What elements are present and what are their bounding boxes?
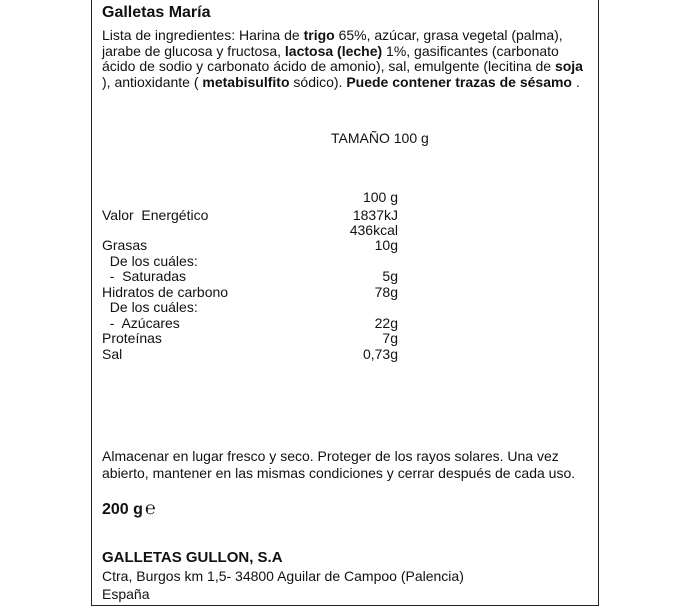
- nutrition-column-header: 100 g: [362, 189, 398, 205]
- ingredient-allergen: trigo: [303, 27, 335, 43]
- storage-instructions: Almacenar en lugar fresco y seco. Proteger de los rayos solares. Una vez abierto, mantener en las mismas condiciones y cerrar después de cada uso.: [102, 448, 576, 481]
- nutrition-row-value: 436kcal: [349, 222, 398, 238]
- ingredient-text: sódico).: [289, 73, 347, 90]
- nutrition-row-label: - Saturadas: [102, 268, 187, 284]
- nutrition-row-label: De los cuáles:: [102, 253, 198, 269]
- ingredient-allergen: metabisulfito: [202, 73, 290, 90]
- nutrition-row-label: Hidratos de carbono: [102, 284, 229, 300]
- ingredient-allergen: Puede contener trazas de sésamo: [346, 73, 572, 90]
- nutrition-row-label: Grasas: [102, 237, 148, 253]
- nutrition-row-label: Sal: [102, 346, 123, 362]
- manufacturer-address: [102, 567, 464, 603]
- nutrition-row-label: Valor Energético: [102, 207, 209, 223]
- ingredient-text: ), antioxidante (: [102, 73, 203, 90]
- ingredient-allergen: soja: [554, 58, 583, 74]
- product-title: Galletas María: [102, 4, 211, 21]
- net-weight-value: 200 g: [102, 501, 143, 518]
- address-line-1: Ctra, Burgos km 1,5- 34800 Aguilar de Campoo (Palencia): [102, 568, 464, 584]
- ingredient-text: .: [571, 73, 580, 90]
- nutrition-row-value: 22g: [374, 315, 398, 331]
- nutrition-row-value: 0,73g: [362, 346, 398, 362]
- nutrition-row-value: 7g: [382, 330, 398, 346]
- ingredient-text: Lista de ingredientes: Harina de: [102, 27, 304, 43]
- nutrition-row-value: 78g: [374, 284, 398, 300]
- address-line-2: España: [102, 586, 150, 602]
- nutrition-row-value: 5g: [382, 268, 398, 284]
- ingredients-list: [102, 28, 592, 90]
- ingredient-text: 1%, gasificantes (carbonato ácido de sodio y carbonato ácido de amonio), sal, emulgente (lecitina de: [102, 42, 559, 74]
- manufacturer-name: GALLETAS GULLON, S.A: [102, 549, 283, 566]
- nutrition-row-value: 10g: [374, 237, 398, 253]
- serving-size-label: TAMAÑO 100 g: [331, 130, 429, 146]
- ingredient-text: 65%, azúcar, grasa vegetal (palma), jarabe de glucosa y fructosa,: [102, 27, 563, 59]
- nutrition-row-label: - Azúcares: [102, 315, 180, 331]
- estimated-sign-icon: ℮: [144, 498, 156, 518]
- nutrition-row-label: De los cuáles:: [102, 299, 198, 315]
- nutrition-row-value: 1837kJ: [352, 207, 398, 223]
- nutrition-row-label: Proteínas: [102, 330, 162, 346]
- ingredient-allergen: lactosa (leche): [284, 42, 383, 59]
- net-weight: [102, 498, 156, 519]
